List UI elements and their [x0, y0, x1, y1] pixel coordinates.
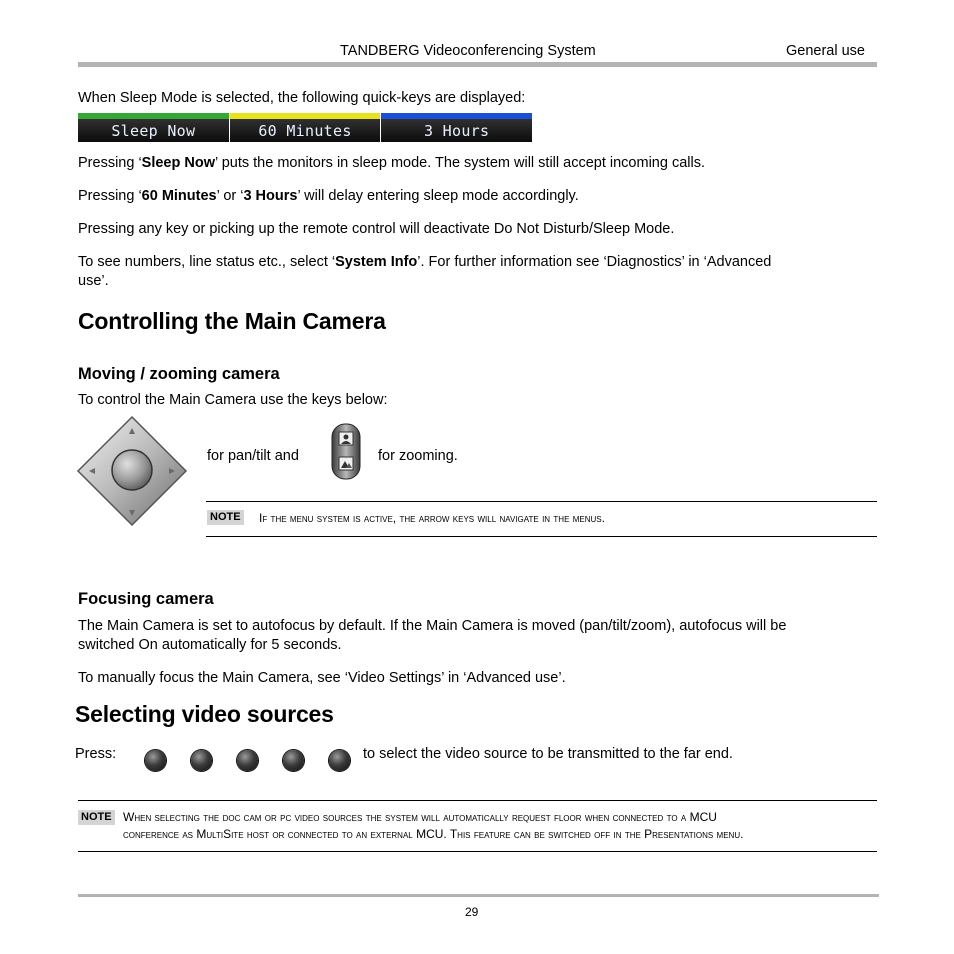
video-source-button-2[interactable] — [191, 750, 212, 771]
press-label: Press: — [75, 746, 117, 762]
manual-focus-text: To manually focus the Main Camera, see ‘Video Settings’ in ‘Advanced use’. — [78, 670, 566, 686]
video-source-button-5[interactable] — [329, 750, 350, 771]
note-bottom-rule — [206, 536, 877, 537]
page-number: 29 — [465, 905, 479, 919]
zoom-key-icon — [331, 423, 361, 480]
pan-tilt-keypad-icon — [76, 415, 188, 527]
bold-term: 3 Hours — [243, 188, 298, 204]
video-source-button-3[interactable] — [237, 750, 258, 771]
subsection-title-focusing: Focusing camera — [78, 590, 214, 608]
note-floor-request-line2: conference as MultiSite host or connected to an external MCU. This feature can be switched off in the Presentations menu. — [123, 827, 744, 841]
text-run: ’ will delay entering sleep mode accordingly. — [297, 188, 579, 204]
note-top-rule — [206, 501, 877, 502]
text-run: switched On automatically for 5 seconds. — [78, 637, 342, 653]
quickkey-color-strip — [381, 113, 532, 119]
intro-text: When Sleep Mode is selected, the following quick-keys are displayed: — [78, 90, 526, 106]
quickkey-bar — [78, 113, 532, 142]
paragraph-delay — [78, 187, 579, 206]
quickkey-sleep-now[interactable] — [78, 113, 229, 142]
note-tag: NOTE — [78, 810, 115, 825]
note-tag: NOTE — [207, 510, 244, 525]
focus-text — [78, 617, 786, 655]
note-menu-arrows: If the menu system is active, the arrow keys will navigate in the menus. — [259, 511, 605, 525]
note-top-rule — [78, 800, 877, 801]
quickkey-60-minutes[interactable] — [230, 113, 381, 142]
bold-term: 60 Minutes — [141, 188, 217, 204]
quickkey-label: 60 Minutes — [258, 122, 352, 140]
text-run: ’ puts the monitors in sleep mode. The system will still accept incoming calls. — [215, 155, 705, 171]
subsection-title-moving: Moving / zooming camera — [78, 365, 280, 383]
quickkey-color-strip — [230, 113, 381, 119]
bold-term: Sleep Now — [141, 155, 215, 171]
header-rule — [78, 62, 877, 67]
video-source-button-1[interactable] — [145, 750, 166, 771]
video-source-text: to select the video source to be transmitted to the far end. — [363, 746, 733, 762]
text-run: ’. For further information see ‘Diagnostics’ in ‘Advanced — [417, 254, 772, 270]
paragraph-system-info — [78, 253, 771, 291]
note-bottom-rule — [78, 851, 877, 852]
paragraph-deactivate: Pressing any key or picking up the remote control will deactivate Do Not Disturb/Sleep Mode. — [78, 221, 675, 237]
text-run: Pressing ‘ — [78, 188, 142, 204]
quickkey-label: 3 Hours — [424, 122, 490, 140]
note-floor-request-line1: When selecting the doc cam or pc video sources the system will automatically request floor when connected to a MCU — [123, 810, 717, 824]
zoom-label: for zooming. — [378, 448, 458, 464]
text-run: The Main Camera is set to autofocus by default. If the Main Camera is moved (pan/tilt/zoom), autofocus will be — [78, 618, 787, 634]
text-run: Pressing ‘ — [78, 155, 142, 171]
header-title: TANDBERG Videoconferencing System — [340, 43, 596, 59]
video-source-button-4[interactable] — [283, 750, 304, 771]
pan-tilt-label: for pan/tilt and — [207, 448, 299, 464]
header-section: General use — [786, 43, 865, 59]
text-run: To see numbers, line status etc., select ‘ — [78, 254, 336, 270]
footer-rule — [78, 894, 879, 897]
quickkey-color-strip — [78, 113, 229, 119]
quickkey-label: Sleep Now — [111, 122, 196, 140]
quickkey-3-hours[interactable] — [381, 113, 532, 142]
moving-text: To control the Main Camera use the keys below: — [78, 392, 388, 408]
text-run: use’. — [78, 273, 109, 289]
paragraph-sleep-now — [78, 154, 705, 173]
section-title-camera: Controlling the Main Camera — [78, 308, 386, 334]
section-title-video: Selecting video sources — [75, 701, 334, 727]
bold-term: System Info — [335, 254, 418, 270]
text-run: ’ or ‘ — [216, 188, 244, 204]
